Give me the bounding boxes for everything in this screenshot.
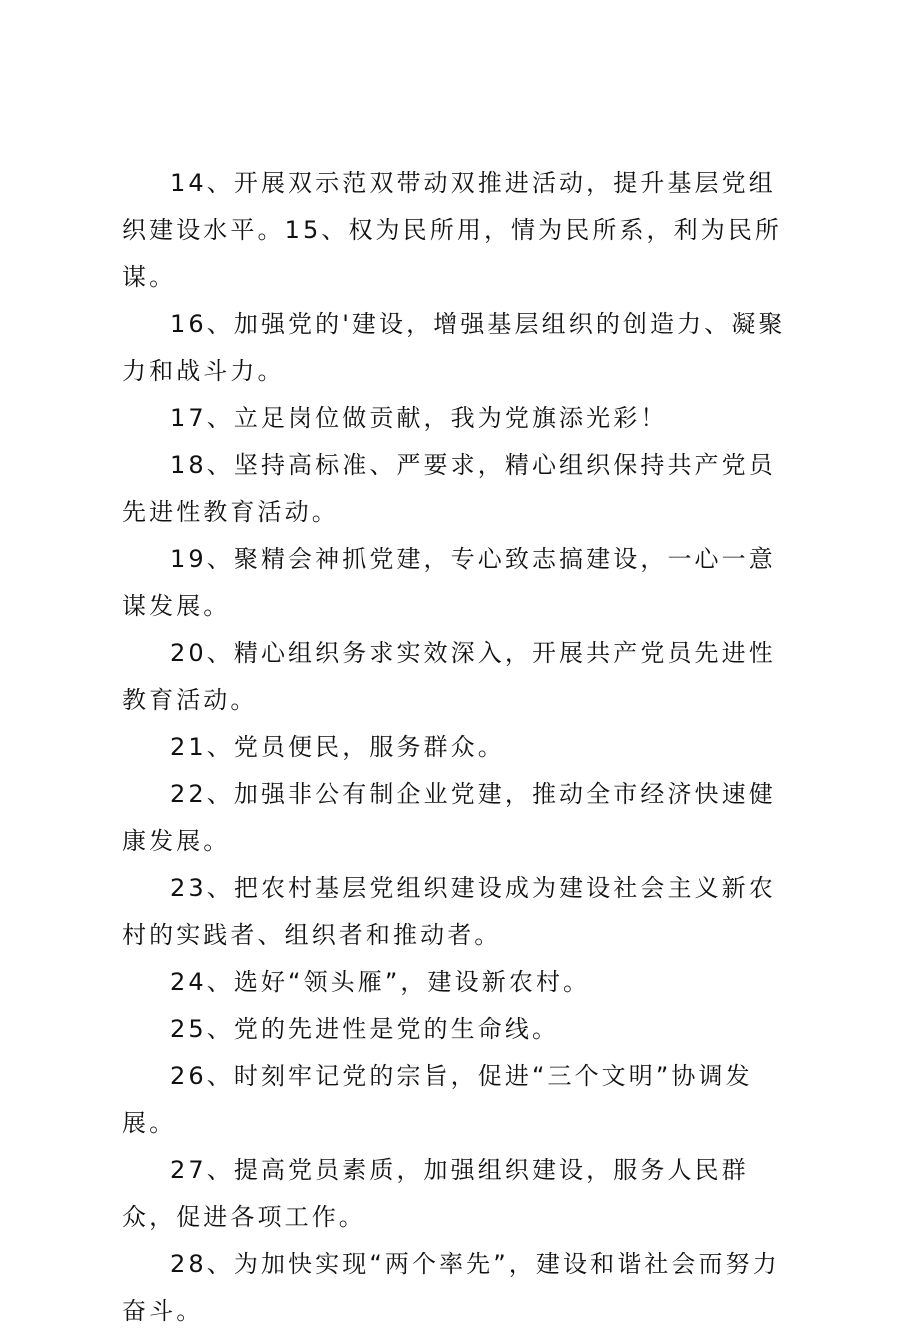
paragraph-18: 18、坚持高标准、严要求，精心组织保持共产党员先进性教育活动。 (122, 451, 776, 526)
paragraph-24: 24、选好“领头雁”，建设新农村。 (170, 968, 591, 996)
paragraph-26: 26、时刻牢记党的宗旨，促进“三个文明”协调发展。 (122, 1062, 753, 1137)
paragraph-25: 25、党的先进性是党的生命线。 (170, 1015, 560, 1043)
paragraph-14-15: 14、开展双示范双带动双推进活动，提升基层党组织建设水平。15、权为民所用，情为民所系，利为民所谋。 (122, 169, 783, 291)
paragraph-16: 16、加强党的'建设，增强基层组织的创造力、凝聚力和战斗力。 (122, 310, 786, 385)
paragraph-19: 19、聚精会神抓党建，专心致志搞建设，一心一意谋发展。 (122, 545, 776, 620)
paragraph-22: 22、加强非公有制企业党建，推动全市经济快速健康发展。 (122, 780, 776, 855)
paragraph-23: 23、把农村基层党组织建设成为建设社会主义新农村的实践者、组织者和推动者。 (122, 874, 776, 949)
paragraph-28: 28、为加快实现“两个率先”，建设和谐社会而努力奋斗。 (122, 1250, 780, 1325)
paragraph-17: 17、立足岗位做贡献，我为党旗添光彩！ (170, 404, 668, 432)
document-body (122, 160, 802, 1335)
paragraph-20: 20、精心组织务求实效深入，开展共产党员先进性教育活动。 (122, 639, 776, 714)
paragraph-21: 21、党员便民，服务群众。 (170, 733, 505, 761)
paragraph-27: 27、提高党员素质，加强组织建设，服务人民群众，促进各项工作。 (122, 1156, 749, 1231)
